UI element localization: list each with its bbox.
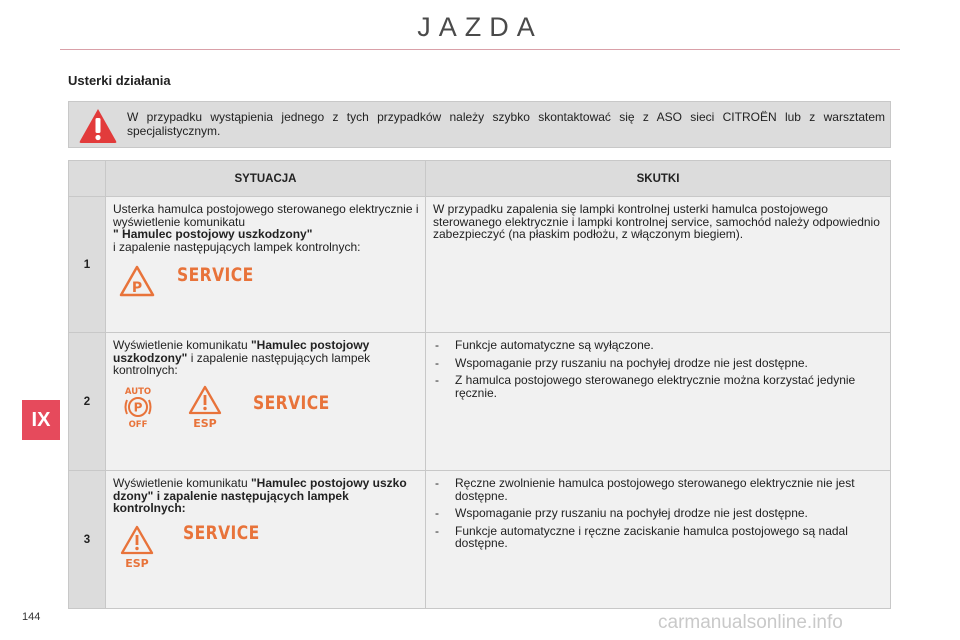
esp-label: ESP [125,556,149,569]
situation-message: " Hamulec postojowy uszkodzony" [113,227,313,241]
list-item: - Z hamulca postojowego sterowanego elektrycznie można korzystać jedynie ręcznie. [433,374,884,399]
page-header-title: JAZDA [417,12,543,42]
esp-warning-icon [187,385,223,429]
service-warning-icon: SERVICE [253,391,330,414]
situation-message: "Hamulec postojowy uszkodzony" [113,338,370,365]
table-header-effects: SKUTKI [426,161,891,197]
warning-text: W przypadku wystąpienia jednego z tych przypadków należy szybko skontaktować się z ASO sieci CITROËN lub z warsztatem specjalistycznym. [127,110,885,138]
table-header-situation: SYTUACJA [106,161,426,197]
row-effect: W przypadku zapalenia się lampki kontrolnej usterki hamulca postojowego sterowanego elektrycznie i lampki kontrolnej service, samochód należy odpowiednio zabezpieczyć (na płaskim podłożu, z włączonym biegiem). [426,197,891,333]
list-item: - Wspomaganie przy ruszaniu na pochyłej drodze nie jest dostępne. [433,507,884,520]
table-row [69,471,891,609]
list-item: - Funkcje automatyczne są wyłączone. [433,339,884,352]
situation-text: i zapalenie następujących lampek kontrolnych: [113,239,361,254]
row-number: 1 [69,197,106,333]
row-situation [106,471,426,609]
table-row [69,197,891,333]
row-effect [426,471,891,609]
situation-message: "Hamulec postojowy uszko dzony" i zapalenie następujących lampek kontrolnych: [113,476,407,515]
table-row [69,333,891,471]
situation-text: i zapalenie następujących lampek kontrolnych: [113,350,371,377]
page-number: 144 [22,611,41,623]
section-title: Usterki działania [68,73,171,88]
chapter-tab: IX [22,400,60,440]
row-effect [426,333,891,471]
svg-text:P: P [133,400,143,414]
watermark: carmanualsonline.info [658,612,843,633]
situation-text: Usterka hamulca postojowego sterowanego elektrycznie i wyświetlenie komunikatu [113,202,419,229]
list-item: - Funkcje automatyczne i ręczne zaciskanie hamulca postojowego są nadal dostępne. [433,525,884,550]
row-number: 3 [69,471,106,609]
auto-label: AUTO [124,386,152,397]
row-situation [106,333,426,471]
situation-text: Wyświetlenie komunikatu [113,338,248,352]
off-label: OFF [128,419,148,429]
warning-box [68,101,891,148]
service-warning-icon: SERVICE [177,264,254,286]
parking-brake-warning-icon [119,265,155,297]
esp-label: ESP [193,416,217,429]
header-divider [60,49,900,50]
row-situation [106,197,426,333]
esp-warning-icon [119,525,155,569]
warning-triangle-icon [78,107,118,144]
malfunction-table [68,160,891,609]
service-warning-icon: SERVICE [183,521,260,544]
table-header-blank [69,161,106,197]
list-item: - Wspomaganie przy ruszaniu na pochyłej drodze nie jest dostępne. [433,357,884,370]
list-item: - Ręczne zwolnienie hamulca postojowego sterowanego elektrycznie nie jest dostępne. [433,477,884,502]
situation-text: Wyświetlenie komunikatu [113,476,248,490]
auto-off-parking-icon [121,385,155,429]
row-number: 2 [69,333,106,471]
svg-text:P: P [131,280,143,296]
